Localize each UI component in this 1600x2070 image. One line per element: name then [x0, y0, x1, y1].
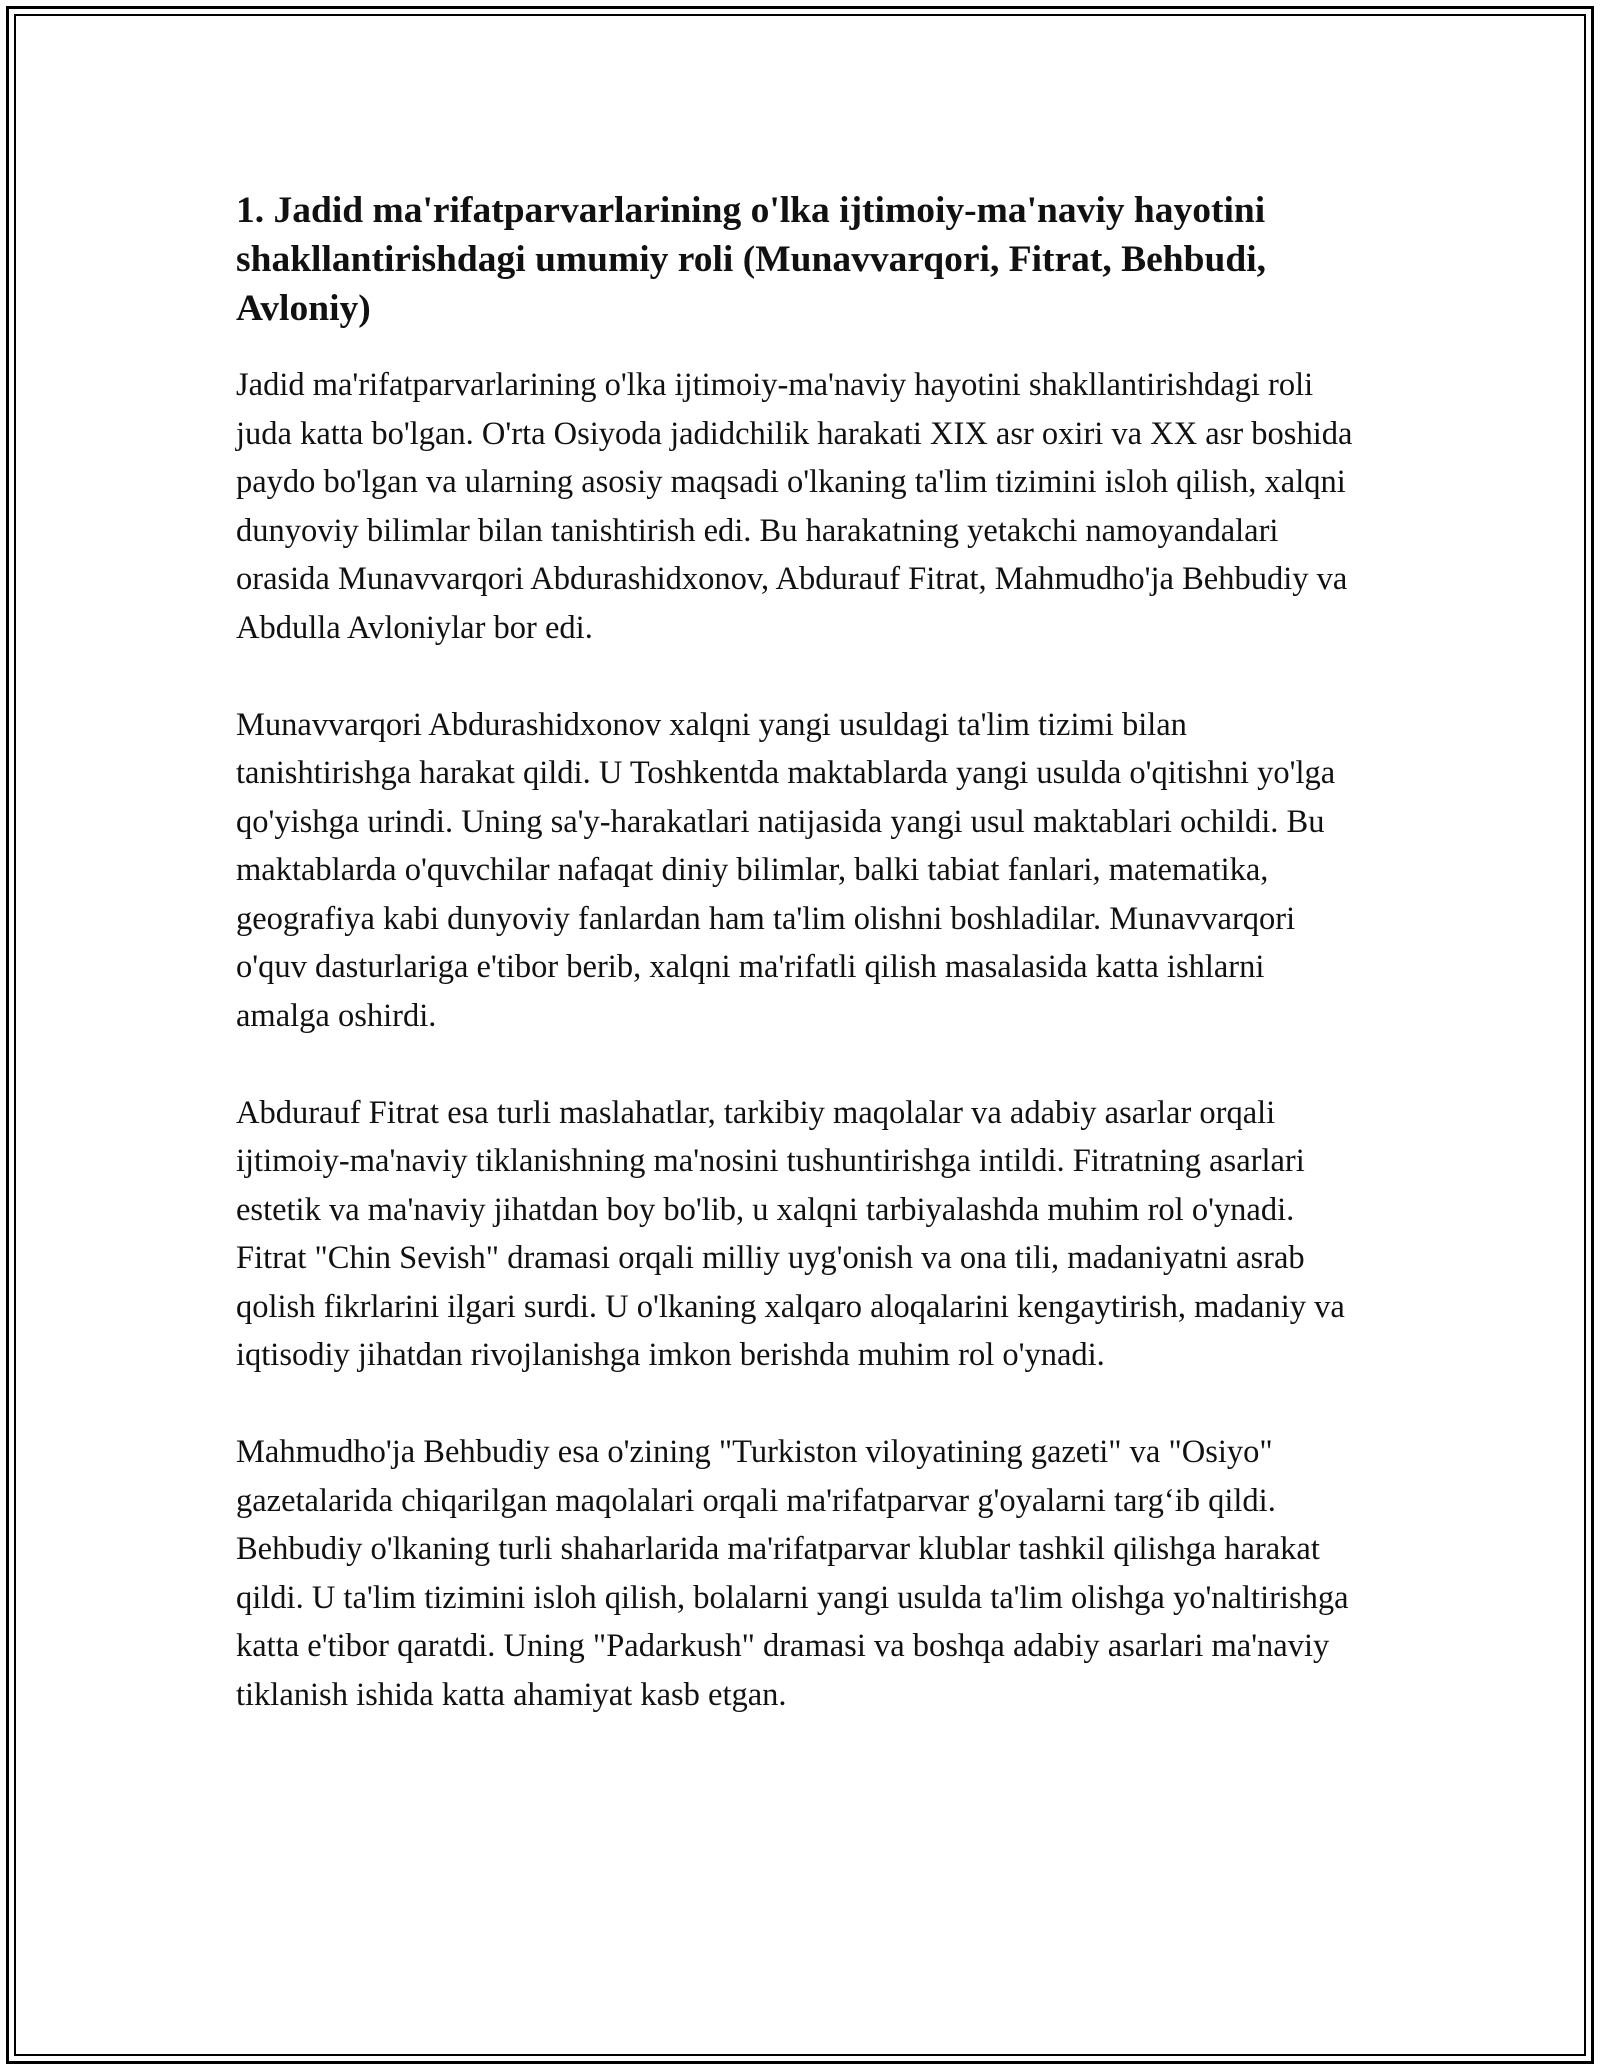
paragraph-intro: Jadid ma'rifatparvarlarining o'lka ijtimoiy-ma'naviy hayotini shakllantirishdagi roli juda katta bo'lgan. O'rta Osiyoda jadidchilik harakati XIX asr oxiri va XX asr boshida paydo bo'lgan va ularning asosiy maqsadi o'lkaning ta'lim tizimini isloh qilish, xalqni dunyoviy bilimlar bilan tanishtirish edi. Bu harakatning yetakchi namoyandalari orasida Munavvarqori Abdurashidxonov, Abdurauf Fitrat, Mahmudho'ja Behbudiy va Abdulla Avloniylar bor edi.: [236, 367, 1353, 646]
paragraph-munavvarqori: Munavvarqori Abdurashidxonov xalqni yangi usuldagi ta'lim tizimi bilan tanishtirishga harakat qildi. U Toshkentda maktablarda yangi usulda o'qitishni yo'lga qo'yishga urindi. Uning sa'y-harakatlari natijasida yangi usul maktablari ochildi. Bu maktablarda o'quvchilar nafaqat diniy bilimlar, balki tabiat fanlari, matematika, geografiya kabi dunyoviy fanlardan ham ta'lim olishni boshladilar. Munavvarqori o'quv dasturlariga e'tibor berib, xalqni ma'rifatli qilish masalasida katta ishlarni amalga oshirdi.: [236, 706, 1336, 1034]
paragraph-fitrat: Abdurauf Fitrat esa turli maslahatlar, tarkibiy maqolalar va adabiy asarlar orqali ijtimoiy-ma'naviy tiklanishning ma'nosini tushuntirishga intildi. Fitratning asarlari estetik va ma'naviy jihatdan boy bo'lib, u xalqni tarbiyalashda muhim rol o'ynadi. Fitrat "Chin Sevish" dramasi orqali milliy uyg'onish va ona tili, madaniyatni asrab qolish fikrlarini ilgari surdi. U o'lkaning xalqaro aloqalarini kengaytirish, madaniy va iqtisodiy jihatdan rivojlanishga imkon berishda muhim rol o'ynadi.: [236, 1094, 1345, 1373]
paragraph-behbudiy: Mahmudho'ja Behbudiy esa o'zining "Turkiston viloyatining gazeti" va "Osiyo" gazetalarida chiqarilgan maqolalari orqali ma'rifatparvar g'oyalarni targ‘ib qildi. Behbudiy o'lkaning turli shaharlarida ma'rifatparvar klublar tashkil qilishga harakat qildi. U ta'lim tizimini isloh qilish, bolalarni yangi usulda ta'lim olishga yo'naltirishga katta e'tibor qaratdi. Uning "Padarkush" dramasi va boshqa adabiy asarlari ma'naviy tiklanish ishida katta ahamiyat kasb etgan.: [236, 1434, 1349, 1713]
document-body: [236, 186, 1366, 1719]
document-title: 1. Jadid ma'rifatparvarlarining o'lka ijtimoiy-ma'naviy hayotini shakllantirishdagi umumiy roli (Munavvarqori, Fitrat, Behbudi, Avloniy): [236, 190, 1267, 329]
